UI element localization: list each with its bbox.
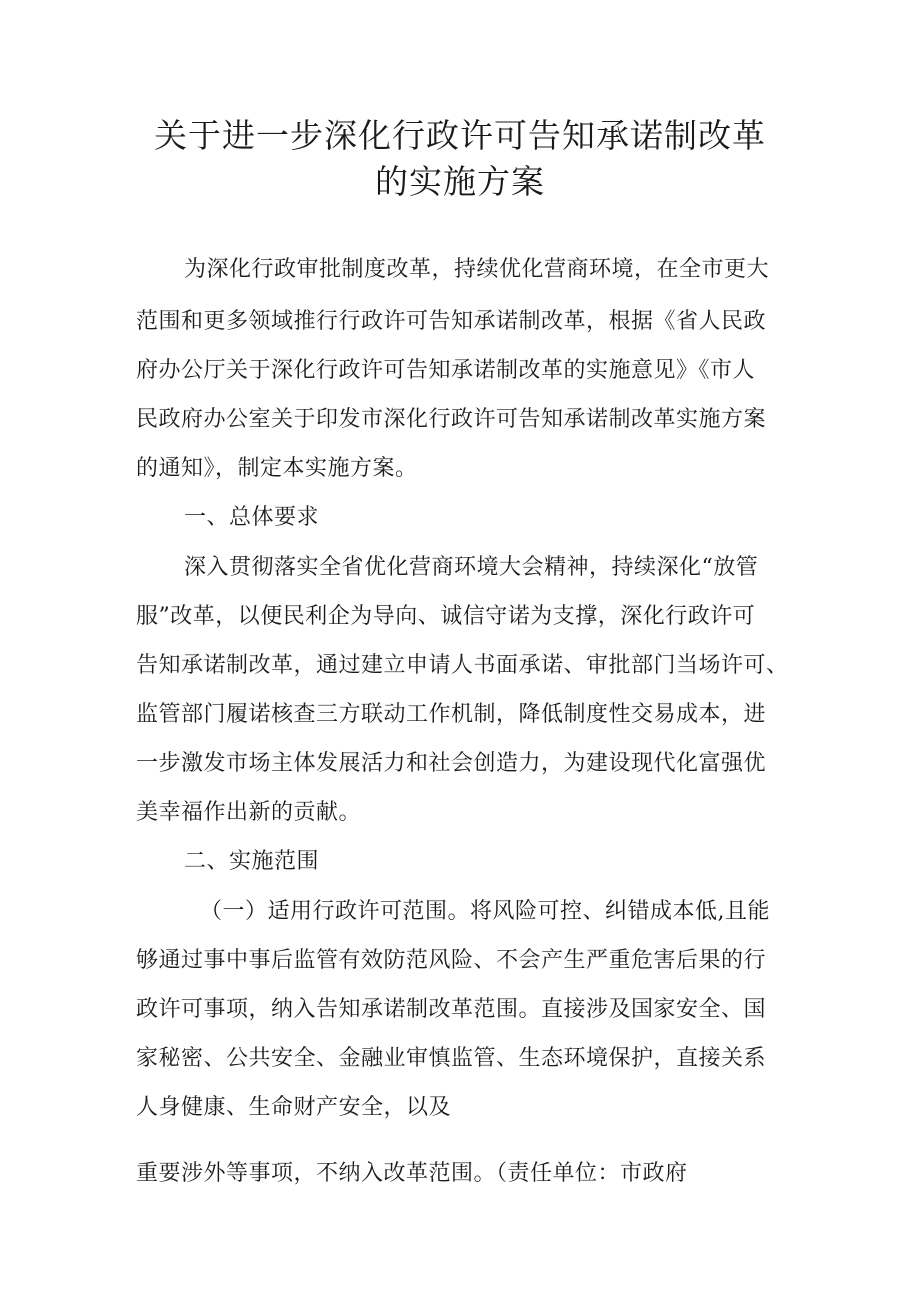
- paragraph-scope-line: 够通过事中事后监管有效防范风险、不会产生严重危害后果的行: [136, 948, 767, 973]
- paragraph-scope-line: 人身健康、生命财产安全，以及: [136, 1095, 452, 1120]
- paragraph-requirements-line: 深入贯彻落实全省优化营商环境大会精神，持续深化“放管: [184, 555, 759, 580]
- document-title-line-2: 的实施方案: [375, 162, 545, 201]
- paragraph-intro-line: 民政府办公室关于印发市深化行政许可告知承诺制改革实施方案: [136, 407, 767, 432]
- paragraph-continuation-line: 重要涉外等事项，不纳入改革范围。（责任单位：市政府: [136, 1161, 688, 1186]
- paragraph-intro-line: 的通知》，制定本实施方案。: [136, 456, 418, 481]
- paragraph-intro-line: 范围和更多领域推行行政许可告知承诺制改革，根据《省人民政: [136, 309, 767, 334]
- paragraph-scope-line: 政许可事项，纳入告知承诺制改革范围。直接涉及国家安全、国: [136, 997, 767, 1022]
- paragraph-requirements-line: 监管部门履诺核查三方联动工作机制，降低制度性交易成本，进: [136, 702, 767, 727]
- paragraph-intro-line: 府办公厅关于深化行政许可告知承诺制改革的实施意见》《市人: [136, 358, 756, 383]
- paragraph-requirements-line: 告知承诺制改革，通过建立申请人书面承诺、审批部门当场许可、: [136, 653, 789, 678]
- paragraph-requirements-line: 服”改革，以便民利企为导向、诚信守诺为支撑，深化行政许可: [136, 604, 756, 629]
- paragraph-requirements-line: 美幸福作出新的贡献。: [136, 800, 362, 825]
- paragraph-intro-line: 为深化行政审批制度改革，持续优化营商环境，在全市更大: [184, 257, 770, 282]
- paragraph-scope-line: （一）适用行政许可范围。将风险可控、纠错成本低,且能: [200, 899, 770, 924]
- section-heading-general-requirements: 一、总体要求: [184, 505, 320, 530]
- document-title-line-1: 关于进一步深化行政许可告知承诺制改革: [154, 116, 766, 155]
- paragraph-requirements-line: 一步激发市场主体发展活力和社会创造力，为建设现代化富强优: [136, 751, 767, 776]
- paragraph-scope-line: 家秘密、公共安全、金融业审慎监管、生态环境保护，直接关系: [136, 1046, 767, 1071]
- section-heading-scope: 二、实施范围: [184, 849, 320, 874]
